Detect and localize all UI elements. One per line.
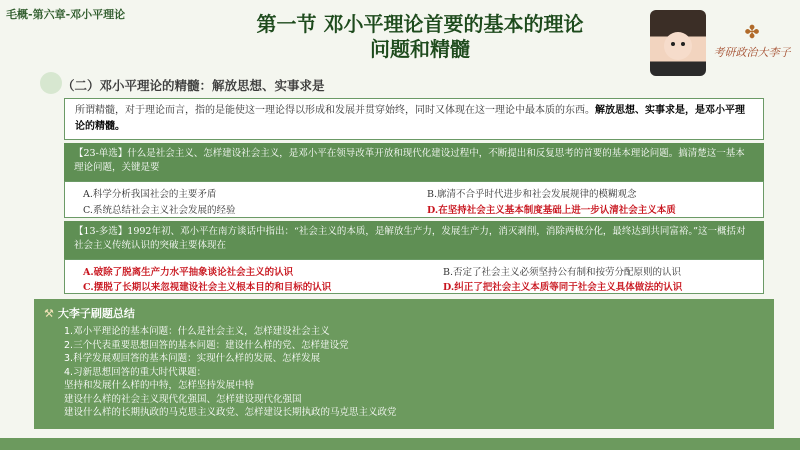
summary-line: 1.邓小平理论的基本问题：什么是社会主义，怎样建设社会主义: [64, 326, 330, 337]
question2-stem-text: 【13-多选】1992年初、邓小平在南方谈话中指出：“社会主义的本质，是解放生产力，发展生产力，消灭剥削，消除两极分化，最终达到共同富裕。”这一概括对社会主义传统认识的突破主要体现在: [74, 226, 746, 251]
summary-box: [34, 299, 774, 429]
definition-bold: 解放思想、实事求是，是邓小平理论的精髓。: [75, 105, 745, 132]
summary-line: 2.三个代表重要思想回答的基本问题：建设什么样的党、怎样建设党: [64, 339, 349, 351]
question1-stem-text: 【23-单选】什么是社会主义、怎样建设社会主义，是邓小平在领导改革开放和现代化建设过程中，不断提出和反复思考的首要的基本理论问题。搞清楚这一基本理论问题，关键是要: [74, 148, 745, 173]
question2-stem: [64, 221, 764, 259]
question2-options: [64, 259, 764, 294]
hammer-icon: ⚒: [44, 307, 54, 320]
question1-option-b: B.廓清不合乎时代进步和社会发展规律的模糊观念: [427, 189, 637, 200]
summary-line: 建设什么样的社会主义现代化强国、怎样建设现代化强国: [64, 393, 302, 405]
page-title: [200, 12, 640, 62]
summary-list: [64, 325, 397, 420]
section-subtitle: [40, 76, 325, 94]
summary-line: 建设什么样的长期执政的马克思主义政党、怎样建设长期执政的马克思主义政党: [64, 407, 397, 418]
brand-logo: [712, 22, 792, 68]
question1-options: [64, 181, 764, 218]
page-title-line1: 第一节 邓小平理论首要的基本的理论: [256, 12, 584, 36]
question1-option-a: A.科学分析我国社会的主要矛盾: [83, 189, 217, 200]
plant-icon: ✤: [744, 22, 760, 43]
avatar: [650, 10, 706, 76]
summary-line: 4.习新思想回答的重大时代课题：: [64, 366, 207, 378]
question1-stem: [64, 143, 764, 181]
brand-logo-text: 考研政治大李子: [713, 46, 791, 59]
summary-line: 3.科学发展观回答的基本问题：实现什么样的发展、怎样发展: [64, 353, 321, 364]
subtitle-decoration: [40, 72, 62, 94]
definition-box: [64, 98, 764, 140]
header: [0, 0, 800, 61]
definition-text: 所谓精髓，对于理论而言，指的是能使这一理论得以形成和发展并贯穿始终，同时又体现在这一理论中最本质的东西。: [75, 105, 595, 116]
summary-header: [44, 305, 135, 321]
avatar-face: [664, 32, 692, 60]
summary-line: 坚持和发展什么样的中特，怎样坚持发展中特: [64, 380, 255, 391]
summary-title: 大李子刷题总结: [57, 307, 135, 320]
avatar-eye-right: [681, 42, 685, 46]
question1-option-d-answer: D.在坚持社会主义基本制度基础上进一步认清社会主义本质: [427, 205, 676, 216]
section-subtitle-text: （二）邓小平理论的精髓：解放思想、实事求是: [62, 78, 325, 93]
footer-bar: [0, 438, 800, 450]
question1-option-c: C.系统总结社会主义社会发展的经验: [83, 205, 236, 216]
question2-option-a-answer: A.破除了脱离生产力水平抽象谈论社会主义的认识: [83, 267, 294, 278]
question2-option-b: B.否定了社会主义必须坚持公有制和按劳分配原则的认识: [443, 267, 682, 278]
avatar-eye-left: [671, 42, 675, 46]
page-title-line2: 问题和精髓: [370, 37, 470, 61]
question2-option-c-answer: C.摆脱了长期以来忽视建设社会主义根本目的和目标的认识: [83, 282, 332, 293]
question2-option-d-answer: D.纠正了把社会主义本质等同于社会主义具体做法的认识: [443, 282, 683, 293]
breadcrumb: 毛概-第六章-邓小平理论: [6, 8, 126, 21]
